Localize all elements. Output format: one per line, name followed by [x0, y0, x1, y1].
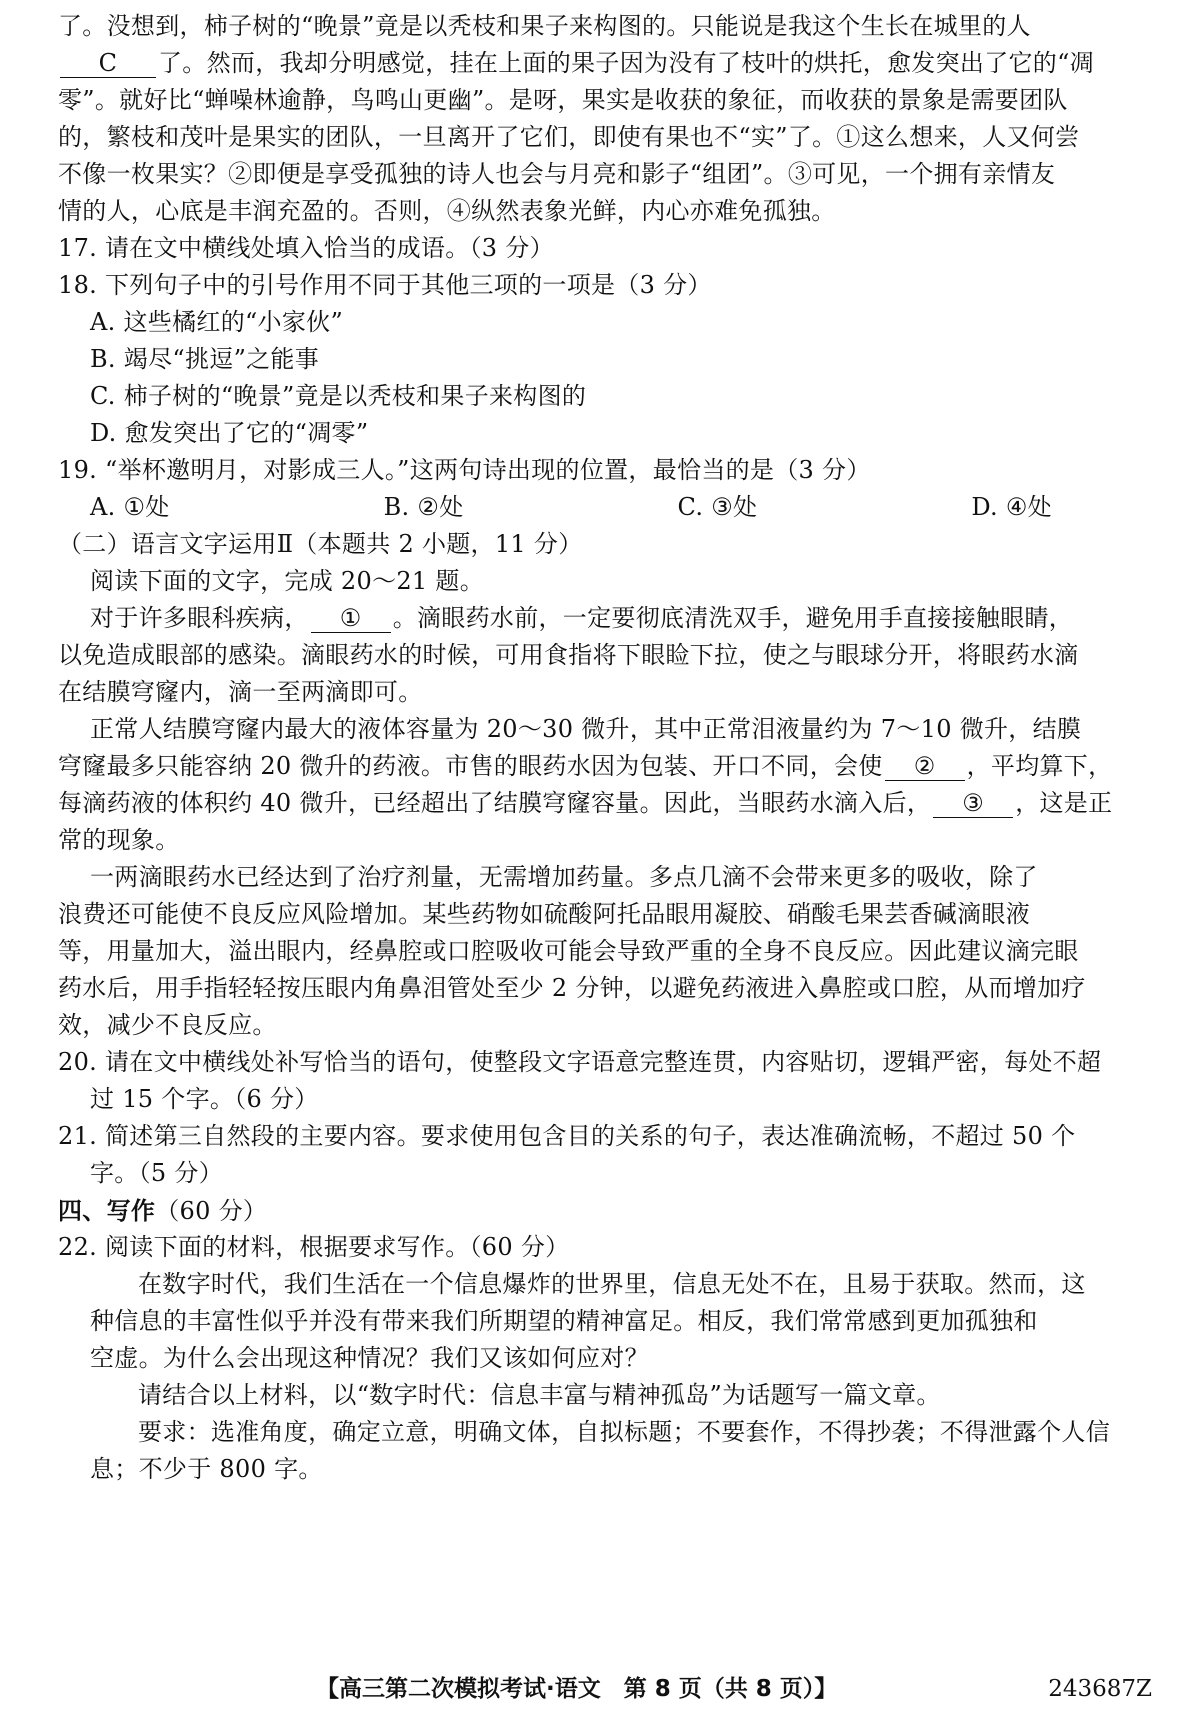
- reading-line: 常的现象。: [58, 826, 180, 854]
- passage-line: 不像一枚果实？②即便是享受孤独的诗人也会与月亮和影子“组团”。③可见，一个拥有亲情友: [58, 160, 1056, 188]
- page-footer: [0, 1672, 1200, 1706]
- reading-paragraph-2: 正常人结膜穹窿内最大的液体容量为 20～30 微升，其中正常泪液量约为 7～10 微升，结膜: [90, 715, 1082, 743]
- question-22-material: 在数字时代，我们生活在一个信息爆炸的世界里，信息无处不在，且易于获取。然而，这: [138, 1270, 1086, 1298]
- question-22-material: 空虚。为什么会出现这种情况？我们又该如何应对？: [90, 1344, 649, 1372]
- passage-line: C 了。然而，我却分明感觉，挂在上面的果子因为没有了枝叶的烘托，愈发突出了它的“凋: [58, 45, 1140, 82]
- answer-blank-3: ③: [933, 789, 1013, 818]
- reading-paragraph-1: 对于许多眼科疾病， ① 。滴眼药水前，一定要彻底清洗双手，避免用手直接接触眼睛，: [90, 604, 1074, 632]
- question-18-option-a: A. 这些橘红的“小家伙”: [90, 308, 344, 336]
- question-19-option-a: A. ①处: [90, 493, 170, 521]
- passage-line: 情的人，心底是丰润充盈的。否则，④纵然表象光鲜，内心亦难免孤独。: [58, 197, 836, 225]
- reading-line: 药水后，用手指轻轻按压眼内角鼻泪管处至少 2 分钟，以避免药液进入鼻腔或口腔，从而增加疗: [58, 974, 1086, 1002]
- question-20-cont: 过 15 个字。（6 分）: [90, 1085, 319, 1113]
- question-18-option-c: C. 柿子树的“晚景”竟是以秃枝和果子来构图的: [90, 382, 587, 410]
- question-21-cont: 字。（5 分）: [90, 1159, 223, 1187]
- section-4-heading: 四、写作（60 分）: [58, 1196, 268, 1225]
- reading-line: 等，用量加大，溢出眼内，经鼻腔或口腔吸收可能会导致严重的全身不良反应。因此建议滴完眼: [58, 937, 1079, 965]
- question-18-option-d: D. 愈发突出了它的“凋零”: [90, 419, 369, 447]
- answer-blank-1: ①: [311, 604, 391, 633]
- question-19-option-b: B. ②处: [383, 493, 464, 521]
- question-22-task: 请结合以上材料，以“数字时代：信息丰富与精神孤岛”为话题写一篇文章。: [138, 1381, 941, 1409]
- section-2-intro: 阅读下面的文字，完成 20～21 题。: [90, 567, 485, 595]
- question-21: 21. 简述第三自然段的主要内容。要求使用包含目的关系的句子，表达准确流畅，不超过 50 个: [58, 1122, 1076, 1150]
- question-19-option-c: C. ③处: [677, 493, 758, 521]
- question-20: 20. 请在文中横线处补写恰当的语句，使整段文字语意完整连贯，内容贴切，逻辑严密，每处不超: [58, 1048, 1102, 1076]
- reading-line: 在结膜穹窿内，滴一至两滴即可。: [58, 678, 423, 706]
- question-22-requirements: 要求：选准角度，确定立意，明确文体，自拟标题；不要套作，不得抄袭；不得泄露个人信: [138, 1418, 1110, 1446]
- reading-paragraph-3: 一两滴眼药水已经达到了治疗剂量，无需增加药量。多点几滴不会带来更多的吸收，除了: [90, 863, 1038, 891]
- answer-blank: C: [60, 49, 156, 78]
- reading-line: 穹窿最多只能容纳 20 微升的药液。市售的眼药水因为包装、开口不同，会使 ② ，平均算下，: [58, 752, 1113, 780]
- question-18-stem: 18. 下列句子中的引号作用不同于其他三项的一项是（3 分）: [58, 271, 712, 299]
- question-19-options: [58, 489, 1140, 526]
- question-22-requirements: 息；不少于 800 字。: [90, 1455, 323, 1483]
- reading-line: 以免造成眼部的感染。滴眼药水的时候，可用食指将下眼睑下拉，使之与眼球分开，将眼药水滴: [58, 641, 1079, 669]
- question-22-stem: 22. 阅读下面的材料，根据要求写作。（60 分）: [58, 1233, 570, 1261]
- passage-line: 零”。就好比“蝉噪林逾静，鸟鸣山更幽”。是呀，果实是收获的象征，而收获的景象是需要团队: [58, 86, 1068, 114]
- question-17: 17. 请在文中横线处填入恰当的成语。（3 分）: [58, 234, 554, 262]
- question-19-stem: 19. “举杯邀明月，对影成三人。”这两句诗出现的位置，最恰当的是（3 分）: [58, 456, 871, 484]
- section-2-heading: （二）语言文字运用Ⅱ（本题共 2 小题，11 分）: [58, 530, 583, 558]
- footer-code: 243687Z: [1048, 1676, 1152, 1702]
- reading-line: 浪费还可能使不良反应风险增加。某些药物如硫酸阿托品眼用凝胶、硝酸毛果芸香碱滴眼液: [58, 900, 1030, 928]
- question-18-option-b: B. 竭尽“挑逗”之能事: [90, 345, 320, 373]
- passage-line: 的，繁枝和茂叶是果实的团队，一旦离开了它们，即使有果也不“实”了。①这么想来，人又何尝: [58, 123, 1080, 151]
- reading-line: 效，减少不良反应。: [58, 1011, 277, 1039]
- question-22-material: 种信息的丰富性似乎并没有带来我们所期望的精神富足。相反，我们常常感到更加孤独和: [90, 1307, 1038, 1335]
- footer-title: 【高三第二次模拟考试·语文 第 8 页（共 8 页）】: [316, 1676, 838, 1702]
- question-19-option-d: D. ④处: [971, 493, 1052, 521]
- reading-line: 每滴药液的体积约 40 微升，已经超出了结膜穹窿容量。因此，当眼药水滴入后， ③ ，这是正: [58, 789, 1113, 817]
- answer-blank-2: ②: [885, 752, 965, 781]
- passage-line: 了。没想到，柿子树的“晚景”竟是以秃枝和果子来构图的。只能说是我这个生长在城里的人: [58, 12, 1031, 40]
